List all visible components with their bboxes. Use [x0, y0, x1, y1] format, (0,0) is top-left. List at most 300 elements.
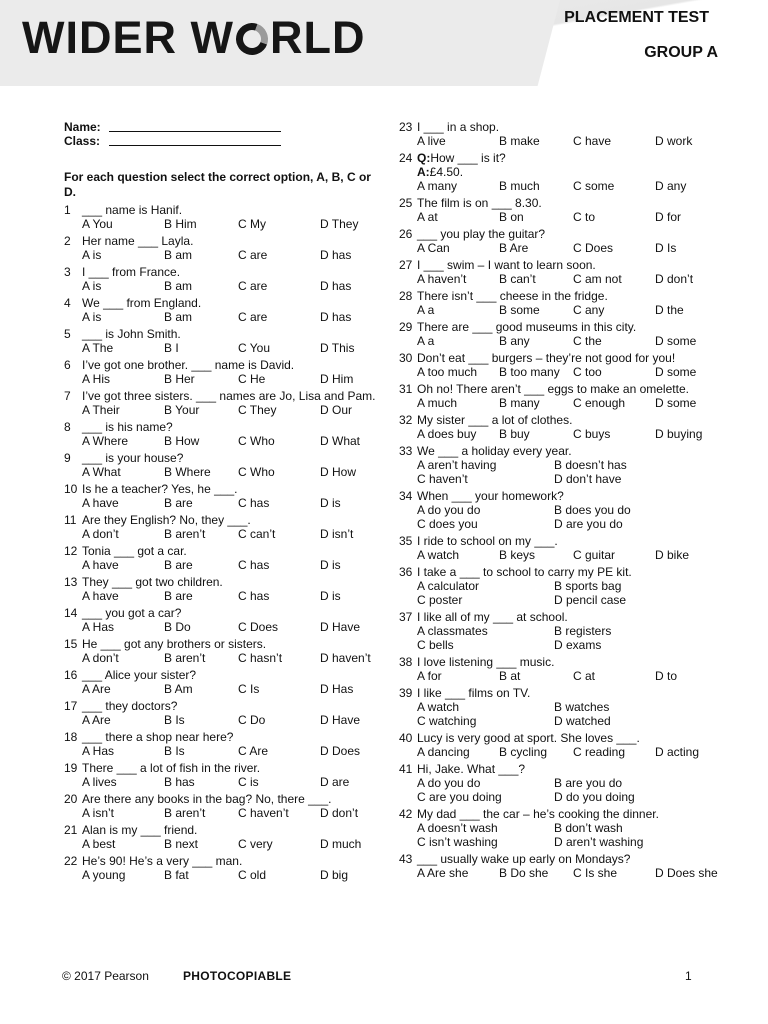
option-d[interactable]: D are you do	[554, 517, 623, 531]
questions-left	[64, 203, 382, 882]
question-line	[399, 444, 734, 458]
option-d[interactable]: D haven’t	[320, 651, 371, 665]
question-text: I like all of my ___ at school.	[417, 610, 568, 624]
question-line	[399, 151, 734, 165]
option-c[interactable]: C Does	[238, 620, 279, 634]
option-d[interactable]: D do you doing	[554, 790, 635, 804]
option-a[interactable]: A Has	[82, 620, 115, 634]
option-a[interactable]: A have	[82, 558, 119, 572]
option-d[interactable]: D exams	[554, 638, 602, 652]
answer-options	[64, 837, 382, 851]
option-d[interactable]: D Does she	[655, 866, 718, 880]
option-d[interactable]: D This	[320, 341, 355, 355]
answer-options	[399, 458, 734, 486]
option-d[interactable]: D to	[655, 669, 678, 683]
option-a[interactable]: A Can	[417, 241, 450, 255]
option-a[interactable]: A Their	[82, 403, 120, 417]
option-a[interactable]: A watch	[417, 548, 460, 562]
option-b[interactable]: B am	[164, 248, 193, 262]
option-b[interactable]: B am	[164, 310, 193, 324]
option-c[interactable]: C Are	[238, 744, 269, 758]
option-c[interactable]: C are	[238, 279, 268, 293]
option-b[interactable]: B How	[164, 434, 200, 448]
option-b[interactable]: B cycling	[499, 745, 548, 759]
question-26	[399, 227, 734, 255]
option-a[interactable]: A a	[417, 303, 435, 317]
option-c[interactable]: C at	[573, 669, 596, 683]
option-c[interactable]: C buys	[573, 427, 611, 441]
option-c[interactable]: C reading	[573, 745, 626, 759]
question-text	[417, 151, 734, 165]
option-b[interactable]: B fat	[164, 868, 189, 882]
option-a[interactable]: A Has	[82, 744, 115, 758]
question-text: My dad ___ the car – he’s cooking the dinner.	[417, 807, 659, 821]
question-line	[399, 655, 734, 669]
option-b[interactable]: B Do	[164, 620, 191, 634]
option-a[interactable]: A do you do	[417, 776, 481, 790]
question-41	[399, 762, 734, 804]
class-blank-line[interactable]	[109, 134, 281, 146]
option-c[interactable]: C Is she	[573, 866, 618, 880]
option-d[interactable]: D the	[655, 303, 684, 317]
class-label: Class:	[64, 134, 101, 148]
option-c[interactable]: C watching	[417, 714, 477, 728]
option-c[interactable]: C bells	[417, 638, 454, 652]
option-d[interactable]: D don’t have	[554, 472, 622, 486]
question-line	[64, 668, 382, 682]
option-a[interactable]: A don’t	[82, 527, 119, 541]
option-b[interactable]: B Him	[164, 217, 197, 231]
question-line	[64, 575, 382, 589]
question-line	[64, 389, 382, 403]
option-a[interactable]: A watch	[417, 700, 460, 714]
question-line	[64, 730, 382, 744]
option-a[interactable]: A You	[82, 217, 113, 231]
option-a[interactable]: A What	[82, 465, 121, 479]
question-line	[64, 265, 382, 279]
option-a[interactable]: A do you do	[417, 503, 481, 517]
question-line	[64, 637, 382, 651]
option-a[interactable]: A does buy	[417, 427, 477, 441]
option-b[interactable]: B doesn’t has	[554, 458, 627, 472]
question-line	[399, 807, 734, 821]
question-text: I ___ from France.	[82, 265, 181, 279]
option-d[interactable]: D Has	[320, 682, 354, 696]
option-c[interactable]: C haven’t	[238, 806, 289, 820]
answer-options	[64, 806, 382, 820]
question-35	[399, 534, 734, 562]
option-c[interactable]: C Does	[573, 241, 614, 255]
option-a[interactable]: A much	[417, 396, 458, 410]
option-b[interactable]: B Do she	[499, 866, 549, 880]
question-number: 7	[64, 389, 71, 403]
option-d[interactable]: D is	[320, 558, 341, 572]
option-c[interactable]: C has	[238, 558, 270, 572]
question-text: I’ve got one brother. ___ name is David.	[82, 358, 295, 372]
option-a[interactable]: A calculator	[417, 579, 480, 593]
question-number: 40	[399, 731, 413, 745]
option-c[interactable]: C He	[238, 372, 266, 386]
question-line	[64, 234, 382, 248]
question-text: Tonia ___ got a car.	[82, 544, 187, 558]
question-text: ___ there a shop near here?	[82, 730, 234, 744]
option-a[interactable]: A is	[82, 279, 102, 293]
option-d[interactable]: D some	[655, 365, 697, 379]
answer-options	[64, 713, 382, 727]
option-c[interactable]: C My	[238, 217, 266, 231]
question-number: 42	[399, 807, 413, 821]
option-b[interactable]: B can’t	[499, 272, 536, 286]
option-b[interactable]: B does you do	[554, 503, 631, 517]
question-number: 19	[64, 761, 78, 775]
question-text: Are there any books in the bag? No, there ___.	[82, 792, 332, 806]
question-text: They ___ got two children.	[82, 575, 223, 589]
question-text: He’s 90! He’s a very ___ man.	[82, 854, 243, 868]
question-28	[399, 289, 734, 317]
answer-options	[64, 682, 382, 696]
logo-text-start: WIDER W	[22, 12, 234, 63]
question-line	[64, 513, 382, 527]
option-a[interactable]: A have	[82, 496, 119, 510]
option-a[interactable]: A haven’t	[417, 272, 467, 286]
option-d[interactable]: D is	[320, 589, 341, 603]
option-c[interactable]: C does you	[417, 517, 478, 531]
question-text: We ___ a holiday every year.	[417, 444, 572, 458]
question-38	[399, 655, 734, 683]
option-d[interactable]: D Have	[320, 620, 361, 634]
question-text: He ___ got any brothers or sisters.	[82, 637, 267, 651]
question-line	[64, 854, 382, 868]
logo-text-end: RLD	[269, 12, 366, 63]
option-c[interactable]: C guitar	[573, 548, 616, 562]
answer-line	[399, 165, 734, 179]
question-number: 3	[64, 265, 71, 279]
question-17	[64, 699, 382, 727]
option-d[interactable]: D How	[320, 465, 357, 479]
option-d[interactable]: D Our	[320, 403, 353, 417]
question-number: 41	[399, 762, 413, 776]
answer-options	[399, 210, 734, 224]
option-c[interactable]: C are you doing	[417, 790, 502, 804]
option-d[interactable]: D Have	[320, 713, 361, 727]
question-40	[399, 731, 734, 759]
option-d[interactable]: D for	[655, 210, 682, 224]
answer-options	[399, 179, 734, 193]
option-a[interactable]: A classmates	[417, 624, 488, 638]
option-c[interactable]: C Do	[238, 713, 266, 727]
question-text-body: How ___ is it?	[430, 151, 506, 165]
option-d[interactable]: D are	[320, 775, 350, 789]
question-number: 8	[64, 420, 71, 434]
option-c[interactable]: C to	[573, 210, 596, 224]
question-23	[399, 120, 734, 148]
question-text: There are ___ good museums in this city.	[417, 320, 637, 334]
option-b[interactable]: B Your	[164, 403, 200, 417]
option-b[interactable]: B watches	[554, 700, 610, 714]
answer-options	[399, 503, 734, 531]
option-d[interactable]: D What	[320, 434, 361, 448]
option-b[interactable]: B Her	[164, 372, 195, 386]
option-c[interactable]: C some	[573, 179, 615, 193]
option-d[interactable]: D some	[655, 396, 697, 410]
option-b[interactable]: B Are	[499, 241, 529, 255]
option-b[interactable]: B am	[164, 279, 193, 293]
answer-options	[64, 341, 382, 355]
option-d[interactable]: D isn’t	[320, 527, 354, 541]
question-text: I like ___ films on TV.	[417, 686, 531, 700]
option-b[interactable]: B registers	[554, 624, 612, 638]
option-b[interactable]: B Is	[164, 713, 185, 727]
question-3	[64, 265, 382, 293]
question-number: 1	[64, 203, 71, 217]
option-c[interactable]: C are	[238, 310, 268, 324]
question-number: 6	[64, 358, 71, 372]
question-text: I ___ swim – I want to learn soon.	[417, 258, 596, 272]
option-d[interactable]: D Does	[320, 744, 361, 758]
option-a[interactable]: A His	[82, 372, 111, 386]
question-number: 9	[64, 451, 71, 465]
option-a[interactable]: A dancing	[417, 745, 470, 759]
option-d[interactable]: D is	[320, 496, 341, 510]
option-d[interactable]: D some	[655, 334, 697, 348]
option-b[interactable]: B aren’t	[164, 806, 206, 820]
question-text: Are they English? No, they ___.	[82, 513, 251, 527]
option-a[interactable]: A The	[82, 341, 114, 355]
question-20	[64, 792, 382, 820]
question-30	[399, 351, 734, 379]
option-b[interactable]: B many	[499, 396, 540, 410]
question-text: ___ you got a car?	[82, 606, 182, 620]
option-c[interactable]: C You	[238, 341, 271, 355]
option-b[interactable]: B are you do	[554, 776, 623, 790]
option-c[interactable]: C very	[238, 837, 273, 851]
question-27	[399, 258, 734, 286]
question-number: 11	[64, 513, 77, 527]
question-22	[64, 854, 382, 882]
option-a[interactable]: A isn’t	[82, 806, 115, 820]
option-c[interactable]: C They	[238, 403, 277, 417]
option-d[interactable]: D watched	[554, 714, 611, 728]
test-title: PLACEMENT TEST	[564, 9, 709, 26]
question-text: ___ they doctors?	[82, 699, 178, 713]
option-c[interactable]: C isn’t washing	[417, 835, 498, 849]
option-a[interactable]: A doesn’t wash	[417, 821, 498, 835]
option-b[interactable]: B Am	[164, 682, 193, 696]
a-label: A:	[417, 165, 430, 179]
question-line	[64, 482, 382, 496]
option-b[interactable]: B keys	[499, 548, 536, 562]
left-column	[64, 120, 382, 885]
answer-options	[399, 579, 734, 607]
question-number: 36	[399, 565, 413, 579]
question-number: 13	[64, 575, 78, 589]
option-c[interactable]: C enough	[573, 396, 626, 410]
question-text: I ___ in a shop.	[417, 120, 500, 134]
option-d[interactable]: D big	[320, 868, 349, 882]
option-d[interactable]: D work	[655, 134, 693, 148]
option-c[interactable]: C any	[573, 303, 605, 317]
question-39	[399, 686, 734, 728]
question-line	[399, 534, 734, 548]
option-b[interactable]: B at	[499, 669, 521, 683]
answer-options	[64, 465, 382, 479]
option-d[interactable]: D has	[320, 310, 352, 324]
option-c[interactable]: C has	[238, 589, 270, 603]
option-d[interactable]: D pencil case	[554, 593, 627, 607]
question-number: 16	[64, 668, 78, 682]
option-b[interactable]: B are	[164, 496, 193, 510]
answer-options	[64, 558, 382, 572]
option-b[interactable]: B next	[164, 837, 199, 851]
answer-options	[64, 527, 382, 541]
option-d[interactable]: D has	[320, 279, 352, 293]
answer-options	[64, 496, 382, 510]
option-b[interactable]: B on	[499, 210, 524, 224]
question-number: 29	[399, 320, 413, 334]
option-a[interactable]: A Are	[82, 713, 111, 727]
option-a[interactable]: A aren’t having	[417, 458, 497, 472]
question-33	[399, 444, 734, 486]
question-number: 37	[399, 610, 413, 624]
option-c[interactable]: C are	[238, 248, 268, 262]
option-c[interactable]: C Who	[238, 465, 275, 479]
question-line	[399, 565, 734, 579]
question-line	[399, 196, 734, 210]
option-c[interactable]: C have	[573, 134, 612, 148]
option-b[interactable]: B are	[164, 589, 193, 603]
question-text: I’ve got three sisters. ___ names are Jo, Lisa and Pam.	[82, 389, 376, 403]
option-b[interactable]: B sports bag	[554, 579, 622, 593]
option-c[interactable]: C too	[573, 365, 602, 379]
option-a[interactable]: A too much	[417, 365, 478, 379]
option-c[interactable]: C poster	[417, 593, 463, 607]
option-a[interactable]: A live	[417, 134, 446, 148]
option-a[interactable]: A young	[82, 868, 126, 882]
option-b[interactable]: B buy	[499, 427, 530, 441]
option-a[interactable]: A is	[82, 310, 102, 324]
answer-options	[399, 700, 734, 728]
question-line	[64, 544, 382, 558]
question-text: Hi, Jake. What ___?	[417, 762, 526, 776]
option-d[interactable]: D acting	[655, 745, 700, 759]
option-d[interactable]: D Him	[320, 372, 354, 386]
question-text: Alan is my ___ friend.	[82, 823, 198, 837]
option-a[interactable]: A don’t	[82, 651, 119, 665]
option-c[interactable]: C Is	[238, 682, 260, 696]
question-number: 39	[399, 686, 413, 700]
option-c[interactable]: C old	[238, 868, 267, 882]
question-14	[64, 606, 382, 634]
option-b[interactable]: B aren’t	[164, 527, 206, 541]
answer-options	[399, 365, 734, 379]
option-b[interactable]: B much	[499, 179, 540, 193]
question-34	[399, 489, 734, 531]
option-d[interactable]: D bike	[655, 548, 690, 562]
option-b[interactable]: B aren’t	[164, 651, 206, 665]
question-text: We ___ from England.	[82, 296, 202, 310]
option-a[interactable]: A many	[417, 179, 458, 193]
option-a[interactable]: A best	[82, 837, 116, 851]
option-d[interactable]: D aren’t washing	[554, 835, 644, 849]
option-b[interactable]: B has	[164, 775, 195, 789]
right-column	[399, 120, 734, 883]
option-a[interactable]: A have	[82, 589, 119, 603]
question-text: ___ is your house?	[82, 451, 184, 465]
option-a[interactable]: A is	[82, 248, 102, 262]
question-line	[64, 761, 382, 775]
option-c[interactable]: C am not	[573, 272, 622, 286]
option-d[interactable]: D much	[320, 837, 362, 851]
option-b[interactable]: B some	[499, 303, 540, 317]
answer-options	[64, 651, 382, 665]
question-15	[64, 637, 382, 665]
question-number: 35	[399, 534, 413, 548]
question-6	[64, 358, 382, 386]
option-c[interactable]: C can’t	[238, 527, 276, 541]
option-d[interactable]: D They	[320, 217, 359, 231]
option-a[interactable]: A Are	[82, 682, 111, 696]
option-c[interactable]: C is	[238, 775, 259, 789]
question-7	[64, 389, 382, 417]
option-b[interactable]: B are	[164, 558, 193, 572]
option-a[interactable]: A Are she	[417, 866, 469, 880]
option-d[interactable]: D Is	[655, 241, 677, 255]
option-a[interactable]: A for	[417, 669, 442, 683]
option-a[interactable]: A Where	[82, 434, 129, 448]
option-a[interactable]: A lives	[82, 775, 117, 789]
question-line	[399, 413, 734, 427]
option-c[interactable]: C Who	[238, 434, 275, 448]
question-25	[399, 196, 734, 224]
answer-options	[399, 776, 734, 804]
answer-options	[399, 241, 734, 255]
answer-options	[399, 303, 734, 317]
name-blank-line[interactable]	[109, 120, 281, 132]
option-b[interactable]: B Where	[164, 465, 211, 479]
option-a[interactable]: A at	[417, 210, 438, 224]
question-line	[64, 699, 382, 713]
option-b[interactable]: B Is	[164, 744, 185, 758]
option-a[interactable]: A a	[417, 334, 435, 348]
question-line	[64, 327, 382, 341]
option-d[interactable]: D has	[320, 248, 352, 262]
option-c[interactable]: C hasn’t	[238, 651, 283, 665]
option-b[interactable]: B I	[164, 341, 179, 355]
question-9	[64, 451, 382, 479]
question-8	[64, 420, 382, 448]
option-d[interactable]: D any	[655, 179, 687, 193]
answer-options	[399, 821, 734, 849]
question-number: 31	[399, 382, 413, 396]
question-number: 25	[399, 196, 413, 210]
option-b[interactable]: B don’t wash	[554, 821, 623, 835]
option-b[interactable]: B any	[499, 334, 530, 348]
option-c[interactable]: C has	[238, 496, 270, 510]
answer-options	[399, 866, 734, 880]
option-b[interactable]: B make	[499, 134, 540, 148]
option-c[interactable]: C haven’t	[417, 472, 468, 486]
option-d[interactable]: D don’t	[655, 272, 694, 286]
answer-options	[64, 310, 382, 324]
option-b[interactable]: B too many	[499, 365, 560, 379]
question-number: 26	[399, 227, 413, 241]
answer-options	[64, 434, 382, 448]
question-21	[64, 823, 382, 851]
option-c[interactable]: C the	[573, 334, 602, 348]
option-d[interactable]: D buying	[655, 427, 703, 441]
option-d[interactable]: D don’t	[320, 806, 359, 820]
question-2	[64, 234, 382, 262]
